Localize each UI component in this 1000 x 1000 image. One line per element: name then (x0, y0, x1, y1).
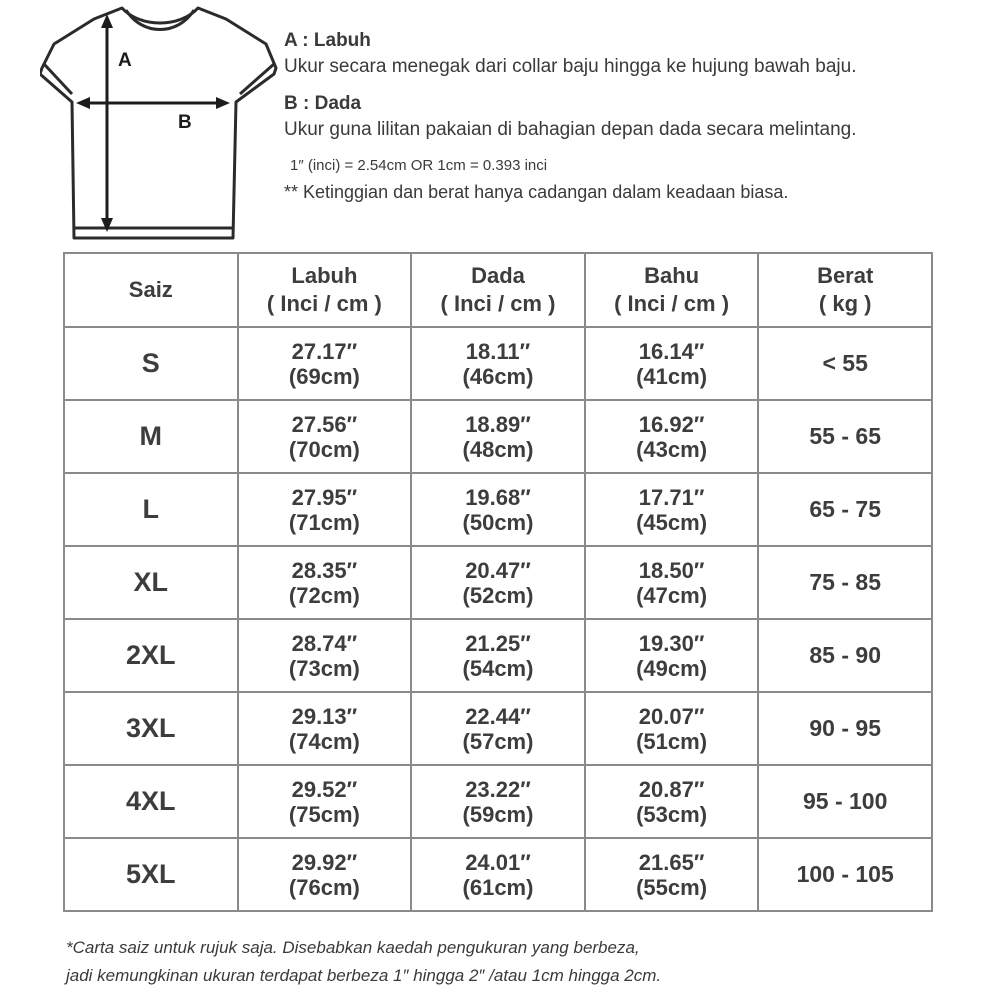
size-cell: M (64, 400, 238, 473)
dada-cm: (61cm) (462, 874, 534, 900)
dada-cell (411, 692, 585, 765)
definition-b (284, 93, 984, 141)
labuh-cell (238, 473, 412, 546)
footnote-line-2: jadi kemungkinan ukuran terdapat berbeza 1″ hingga 2″ /atau 1cm hingga 2cm. (66, 966, 662, 985)
bahu-cell (585, 327, 759, 400)
dada-inch: 18.89″ (465, 411, 531, 437)
bahu-cm: (51cm) (636, 728, 708, 754)
footnote-line-1: *Carta saiz untuk rujuk saja. Disebabkan kaedah pengukuran yang berbeza, (66, 938, 640, 957)
header-saiz (64, 253, 238, 327)
bahu-cell (585, 546, 759, 619)
labuh-inch: 29.92″ (291, 849, 358, 875)
labuh-cm: (69cm) (288, 363, 360, 389)
labuh-inch: 28.74″ (291, 630, 358, 656)
table-row (64, 765, 932, 838)
bahu-inch: 18.50″ (638, 557, 705, 583)
dada-cell (411, 400, 585, 473)
labuh-inch: 27.95″ (291, 484, 358, 510)
size-cell: 5XL (64, 838, 238, 911)
label-b: B (178, 112, 192, 133)
definition-a-text: Ukur secara menegak dari collar baju hingga ke hujung bawah baju. (284, 56, 857, 77)
labuh-cm: (73cm) (288, 655, 360, 681)
dada-inch: 22.44″ (465, 703, 531, 729)
header-berat (758, 253, 932, 327)
header-dada (411, 253, 585, 327)
dada-cell (411, 546, 585, 619)
table-row (64, 327, 932, 400)
bahu-inch: 16.14″ (638, 338, 705, 364)
table-header-row (64, 253, 932, 327)
labuh-cm: (71cm) (288, 509, 360, 535)
labuh-cm: (74cm) (288, 728, 360, 754)
labuh-inch: 27.17″ (291, 338, 358, 364)
bahu-cell (585, 400, 759, 473)
bahu-cell (585, 692, 759, 765)
dada-cell (411, 838, 585, 911)
berat-cell: 85 - 90 (758, 619, 932, 692)
bahu-inch: 16.92″ (638, 411, 705, 437)
bahu-cm: (45cm) (636, 509, 708, 535)
labuh-cell (238, 765, 412, 838)
size-cell: L (64, 473, 238, 546)
definition-b-text: Ukur guna lilitan pakaian di bahagian depan dada secara melintang. (284, 119, 857, 140)
labuh-inch: 29.52″ (291, 776, 358, 802)
berat-cell: 55 - 65 (758, 400, 932, 473)
dada-cm: (52cm) (462, 582, 534, 608)
dada-inch: 19.68″ (465, 484, 531, 510)
unit-conversion: 1″ (inci) = 2.54cm OR 1cm = 0.393 inci (290, 157, 548, 174)
table-row (64, 838, 932, 911)
bahu-inch: 20.87″ (638, 776, 705, 802)
dada-inch: 21.25″ (465, 630, 531, 656)
dada-cell (411, 765, 585, 838)
header-bahu-label: Bahu (644, 263, 700, 288)
bahu-inch: 19.30″ (638, 630, 705, 656)
size-cell: 2XL (64, 619, 238, 692)
definition-a-title: A : Labuh (284, 30, 371, 51)
size-cell: 4XL (64, 765, 238, 838)
header-berat-unit: ( kg ) (818, 291, 872, 316)
table-row (64, 400, 932, 473)
labuh-cell (238, 546, 412, 619)
labuh-cm: (76cm) (288, 874, 360, 900)
suggestion-note: ** Ketinggian dan berat hanya cadangan dalam keadaan biasa. (284, 182, 789, 202)
bahu-cm: (53cm) (636, 801, 708, 827)
berat-cell: 100 - 105 (758, 838, 932, 911)
dada-cm: (54cm) (462, 655, 534, 681)
table-row (64, 619, 932, 692)
size-table (63, 252, 933, 912)
arrow-a-head-bottom (101, 218, 113, 232)
bahu-cell (585, 473, 759, 546)
berat-cell: 65 - 75 (758, 473, 932, 546)
labuh-inch: 28.35″ (291, 557, 358, 583)
header-labuh-label: Labuh (291, 263, 358, 288)
bahu-cm: (43cm) (636, 436, 708, 462)
label-a: A (118, 50, 132, 71)
labuh-cell (238, 619, 412, 692)
bahu-cell (585, 838, 759, 911)
dada-cell (411, 619, 585, 692)
labuh-cm: (70cm) (288, 436, 360, 462)
labuh-cm: (72cm) (288, 582, 360, 608)
labuh-inch: 27.56″ (291, 411, 358, 437)
berat-cell: 75 - 85 (758, 546, 932, 619)
table-row (64, 692, 932, 765)
size-cell: XL (64, 546, 238, 619)
size-cell: 3XL (64, 692, 238, 765)
dada-inch: 20.47″ (465, 557, 531, 583)
bahu-inch: 20.07″ (638, 703, 705, 729)
size-cell: S (64, 327, 238, 400)
dada-cm: (59cm) (462, 801, 534, 827)
shirt-outline (40, 8, 276, 238)
header-dada-unit: ( Inci / cm ) (440, 291, 556, 316)
definition-a (284, 30, 984, 78)
arrow-b-head-left (76, 97, 90, 109)
bahu-inch: 17.71″ (638, 484, 705, 510)
bahu-cell (585, 619, 759, 692)
header-bahu (585, 253, 759, 327)
header-dada-label: Dada (471, 263, 525, 288)
header-labuh-unit: ( Inci / cm ) (266, 291, 382, 316)
dada-inch: 24.01″ (465, 849, 531, 875)
labuh-cm: (75cm) (288, 801, 360, 827)
dada-inch: 18.11″ (465, 338, 531, 364)
definition-b-title: B : Dada (284, 93, 362, 114)
table-row (64, 473, 932, 546)
bahu-cell (585, 765, 759, 838)
bahu-cm: (41cm) (636, 363, 708, 389)
table-row (64, 546, 932, 619)
labuh-cell (238, 400, 412, 473)
header-bahu-unit: ( Inci / cm ) (614, 291, 730, 316)
tshirt-diagram (40, 2, 280, 246)
header-labuh (238, 253, 412, 327)
dada-inch: 23.22″ (465, 776, 531, 802)
header-berat-label: Berat (817, 263, 874, 288)
shirt-collar (126, 10, 194, 30)
bahu-cm: (47cm) (636, 582, 708, 608)
dada-cell (411, 327, 585, 400)
measurement-info (284, 30, 984, 203)
bahu-cm: (49cm) (636, 655, 708, 681)
dada-cm: (57cm) (462, 728, 534, 754)
dada-cell (411, 473, 585, 546)
footnote (66, 934, 661, 990)
arrow-b-head-right (216, 97, 230, 109)
berat-cell: 90 - 95 (758, 692, 932, 765)
berat-cell: 95 - 100 (758, 765, 932, 838)
bahu-cm: (55cm) (636, 874, 708, 900)
berat-cell: < 55 (758, 327, 932, 400)
bahu-inch: 21.65″ (638, 849, 705, 875)
header-saiz-label: Saiz (128, 277, 173, 302)
dada-cm: (48cm) (462, 436, 534, 462)
labuh-cell (238, 838, 412, 911)
labuh-cell (238, 327, 412, 400)
dada-cm: (46cm) (462, 363, 534, 389)
labuh-inch: 29.13″ (291, 703, 358, 729)
labuh-cell (238, 692, 412, 765)
dada-cm: (50cm) (462, 509, 534, 535)
